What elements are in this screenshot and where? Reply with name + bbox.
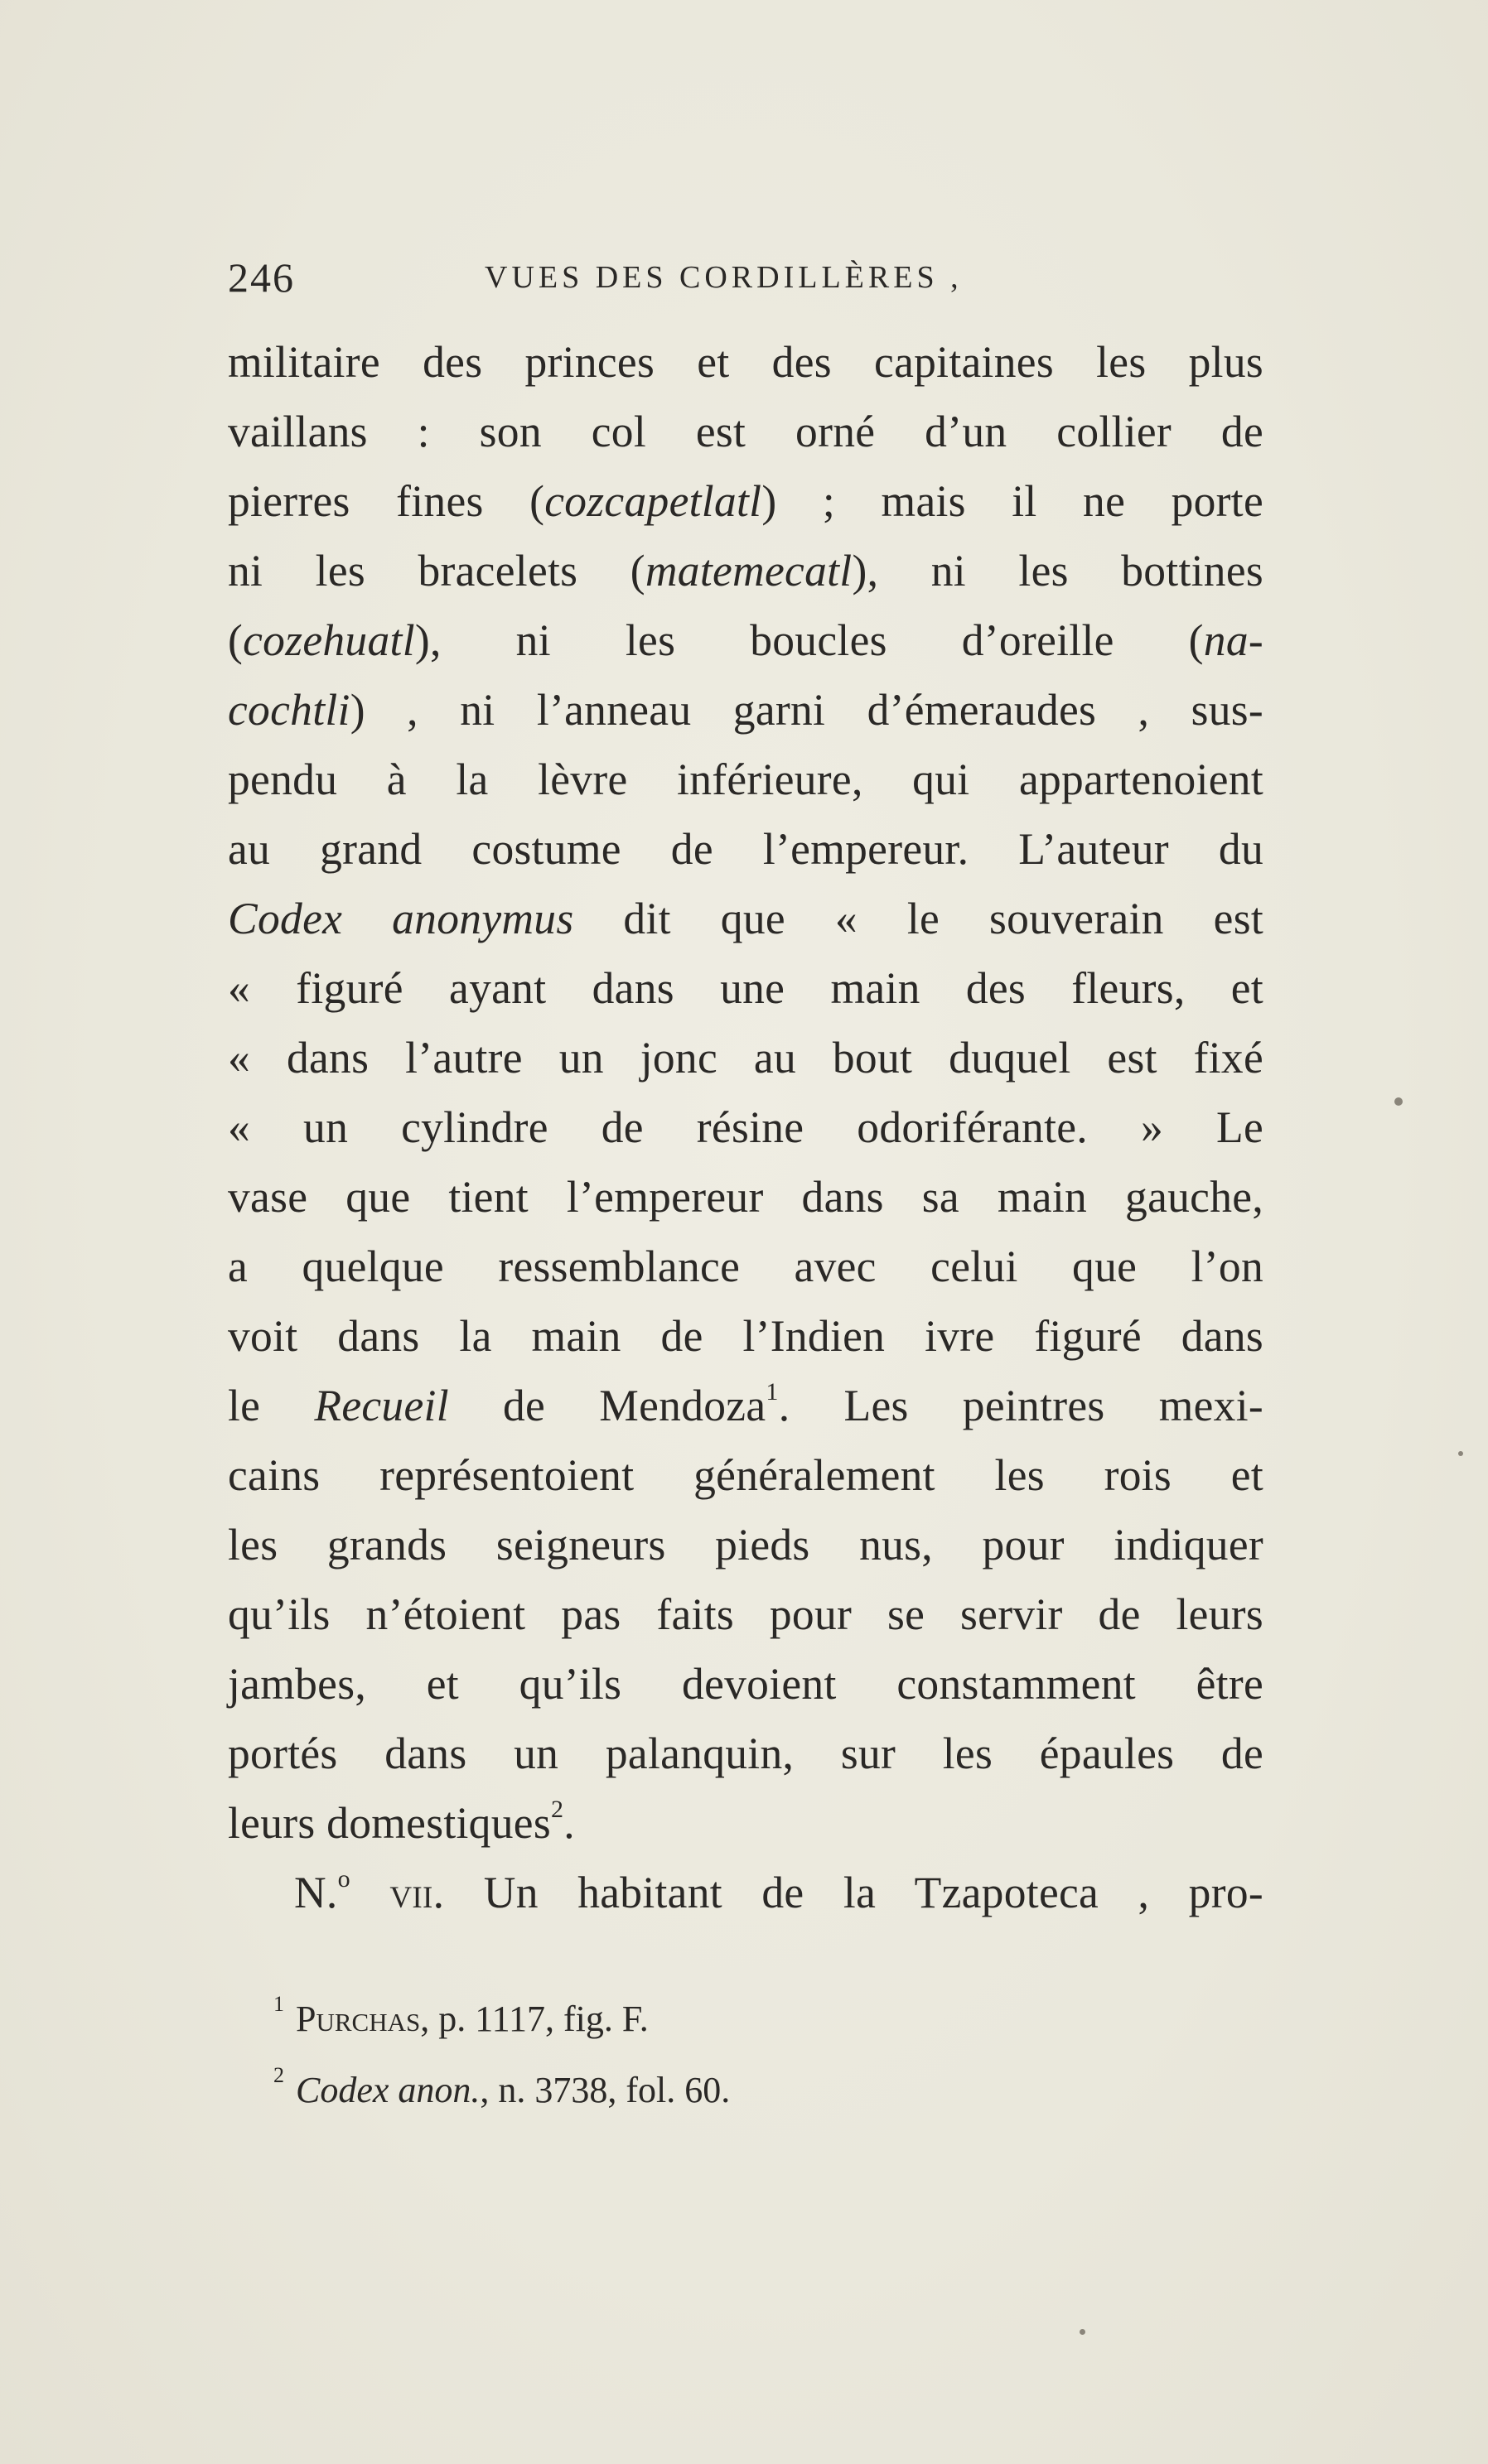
running-title: VUES DES CORDILLÈRES ,: [485, 260, 963, 295]
text-line: leurs domestiques$^2$.: [228, 1796, 575, 1848]
footnote-1: $^1$ Purchas, p. 1117, fig. F.: [273, 1992, 649, 2039]
body-text: [228, 327, 1263, 1927]
text-line: pendu à la lèvre inférieure, qui appartenoient: [228, 755, 1263, 804]
text-line: portés dans un palanquin, sur les épaules de: [228, 1729, 1263, 1778]
footnote-ref-2: 2: [550, 1796, 564, 1824]
text-line: militaire des princes et des capitaines les plus: [228, 337, 1263, 387]
text-line: N.$^o$ vii. Un habitant de la Tzapoteca , pro-: [294, 1865, 1263, 1917]
paper-speck: [1458, 1451, 1463, 1456]
page-header: [228, 248, 1272, 306]
footnotes: [273, 1984, 1185, 2126]
text-line: a quelque ressemblance avec celui que l’on: [228, 1242, 1263, 1291]
text-line: au grand costume de l’empereur. L’auteur du: [228, 824, 1263, 874]
text-line: cains représentoient généralement les rois et: [228, 1450, 1263, 1500]
text-line: Codex anonymus dit que « le souverain est: [228, 894, 1264, 943]
footnote-ref-1: 1: [766, 1378, 779, 1406]
text-line: voit dans la main de l’Indien ivre figuré dans: [228, 1311, 1263, 1361]
text-line: « dans l’autre un jonc au bout duquel est fixé: [228, 1033, 1263, 1083]
text-line: les grands seigneurs pieds nus, pour indiquer: [228, 1520, 1263, 1570]
text-line: « figuré ayant dans une main des fleurs, et: [228, 963, 1263, 1013]
text-line: (cozehuatl), ni les boucles d’oreille (na-: [228, 615, 1263, 665]
text-line: cochtli) , ni l’anneau garni d’émeraudes , sus-: [228, 685, 1263, 735]
paper-speck: [1394, 1097, 1403, 1106]
text-line: le Recueil de Mendoza$^1$. Les peintres mexi-: [228, 1378, 1263, 1430]
text-line: pierres fines (cozcapetlatl) ; mais il ne porte: [228, 476, 1264, 526]
text-line: « un cylindre de résine odoriférante. » Le: [228, 1102, 1263, 1152]
text-line: vaillans : son col est orné d’un collier de: [228, 407, 1263, 456]
text-line: jambes, et qu’ils devoient constamment être: [228, 1659, 1263, 1709]
footnote-2: $^2$ Codex anon., n. 3738, fol. 60.: [273, 2063, 731, 2110]
paper-speck: [1080, 2329, 1085, 2335]
text-line: ni les bracelets (matemecatl), ni les bottines: [228, 546, 1264, 596]
text-line: vase que tient l’empereur dans sa main gauche,: [228, 1172, 1263, 1222]
page-number: 246: [228, 254, 295, 301]
text-line: qu’ils n’étoient pas faits pour se servir de leurs: [228, 1589, 1263, 1639]
